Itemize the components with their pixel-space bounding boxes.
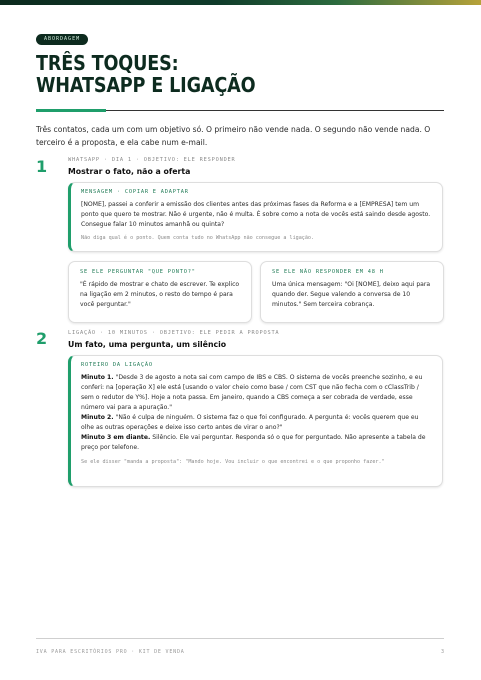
message-card-label: MENSAGEM · COPIAR E ADAPTAR <box>81 189 189 195</box>
message-card <box>68 182 443 252</box>
step-1-heading: Mostrar o fato, não a oferta <box>68 167 191 176</box>
footer-divider <box>36 638 444 639</box>
step-2-meta: LIGAÇÃO · 10 MINUTOS · OBJETIVO: ELE PEDIR A PROPOSTA <box>68 330 280 336</box>
call-script-label: ROTEIRO DA LIGAÇÃO <box>81 362 153 368</box>
step-1-meta: WHATSAPP · DIA 1 · OBJETIVO: ELE RESPONDER <box>68 157 236 163</box>
intro-paragraph: Três contatos, cada um com um objetivo só. O primeiro não vende nada. O segundo não vende nada. O terceiro é a proposta, e ela cabe num e-mail. <box>36 125 431 147</box>
call-script-card <box>68 355 443 487</box>
step-number-2: 2 <box>36 329 48 348</box>
page-title-line-2: WHATSAPP E LIGAÇÃO <box>36 73 256 97</box>
no-reply-card-label: SE ELE NÃO RESPONDER EM 48 H <box>272 269 384 275</box>
script-minute-1 <box>81 373 432 413</box>
title-accent-bar <box>36 109 106 112</box>
minute-3-label: Minuto 3 em diante. <box>81 434 151 441</box>
page-number: 3 <box>440 649 444 655</box>
objection-card-label: SE ELE PERGUNTAR "QUE PONTO?" <box>80 269 196 275</box>
no-reply-card-body: Uma única mensagem: "Oi [NOME], deixo aqui para quando der. Segue valendo a conversa de 10 minutos." Sem terceira cobrança. <box>272 281 431 308</box>
page-title <box>36 52 397 96</box>
script-minute-2 <box>81 413 432 433</box>
step-2-heading: Um fato, uma pergunta, um silêncio <box>68 340 227 349</box>
script-minute-3 <box>81 433 432 453</box>
call-script-note: Se ele disser "manda a proposta": "Mando hoje. Vou incluir o que encontrei e o que proponho fazer." <box>81 459 385 465</box>
section-tag: ABORDAGEM <box>36 34 88 45</box>
message-card-note: Não diga qual é o ponto. Quem conta tudo no WhatsApp não consegue a ligação. <box>81 235 315 241</box>
objection-card-body: "É rápido de mostrar e chato de escrever. Te explico na ligação em 2 minutos, o resto do tempo é para você perguntar." <box>80 281 240 308</box>
message-card-body: [NOME], passei a conferir a emissão dos clientes antes das próximas fases da Reforma e a [EMPRESA] tem um ponto que quero te mostrar. Não é urgente, não é multa. É sobre como a nota de vocês está saindo desde agosto. Consegue falar 10 minutos amanhã ou quinta? <box>81 201 431 228</box>
objection-card <box>68 261 252 323</box>
minute-3-text: Silêncio. Ele vai perguntar. Responda só o que for perguntado. Não apresente a tabela de preço por telefone. <box>81 434 426 451</box>
step-number-1: 1 <box>36 157 48 176</box>
minute-2-text: "Não é culpa de ninguém. O sistema faz o que foi configurado. A pergunta é: vocês querem que eu olhe as outras operações e deixe isso certo antes de virar o ano?" <box>81 414 419 431</box>
footer-title: IVA PARA ESCRITÓRIOS PRO · KIT DE VENDA <box>36 649 185 655</box>
no-reply-card <box>260 261 444 323</box>
top-gradient-bar <box>0 0 481 5</box>
minute-1-label: Minuto 1. <box>81 374 114 381</box>
minute-2-label: Minuto 2. <box>81 414 114 421</box>
minute-1-text: "Desde 3 de agosto a nota sai com campo de IBS e CBS. O sistema de vocês preenche sozinho, e eu conferi: na [operação X] ele está [usando o valor cheio como base / com CST que não fecha com o cClassTrib / sem o redutor de Y%]. Hoje a nota passa. Em janeiro, quando a CBS começa a ser cobrada de verdade, esse número vai para a apuração." <box>81 374 423 411</box>
page-title-line-1: TRÊS TOQUES: <box>36 51 179 75</box>
